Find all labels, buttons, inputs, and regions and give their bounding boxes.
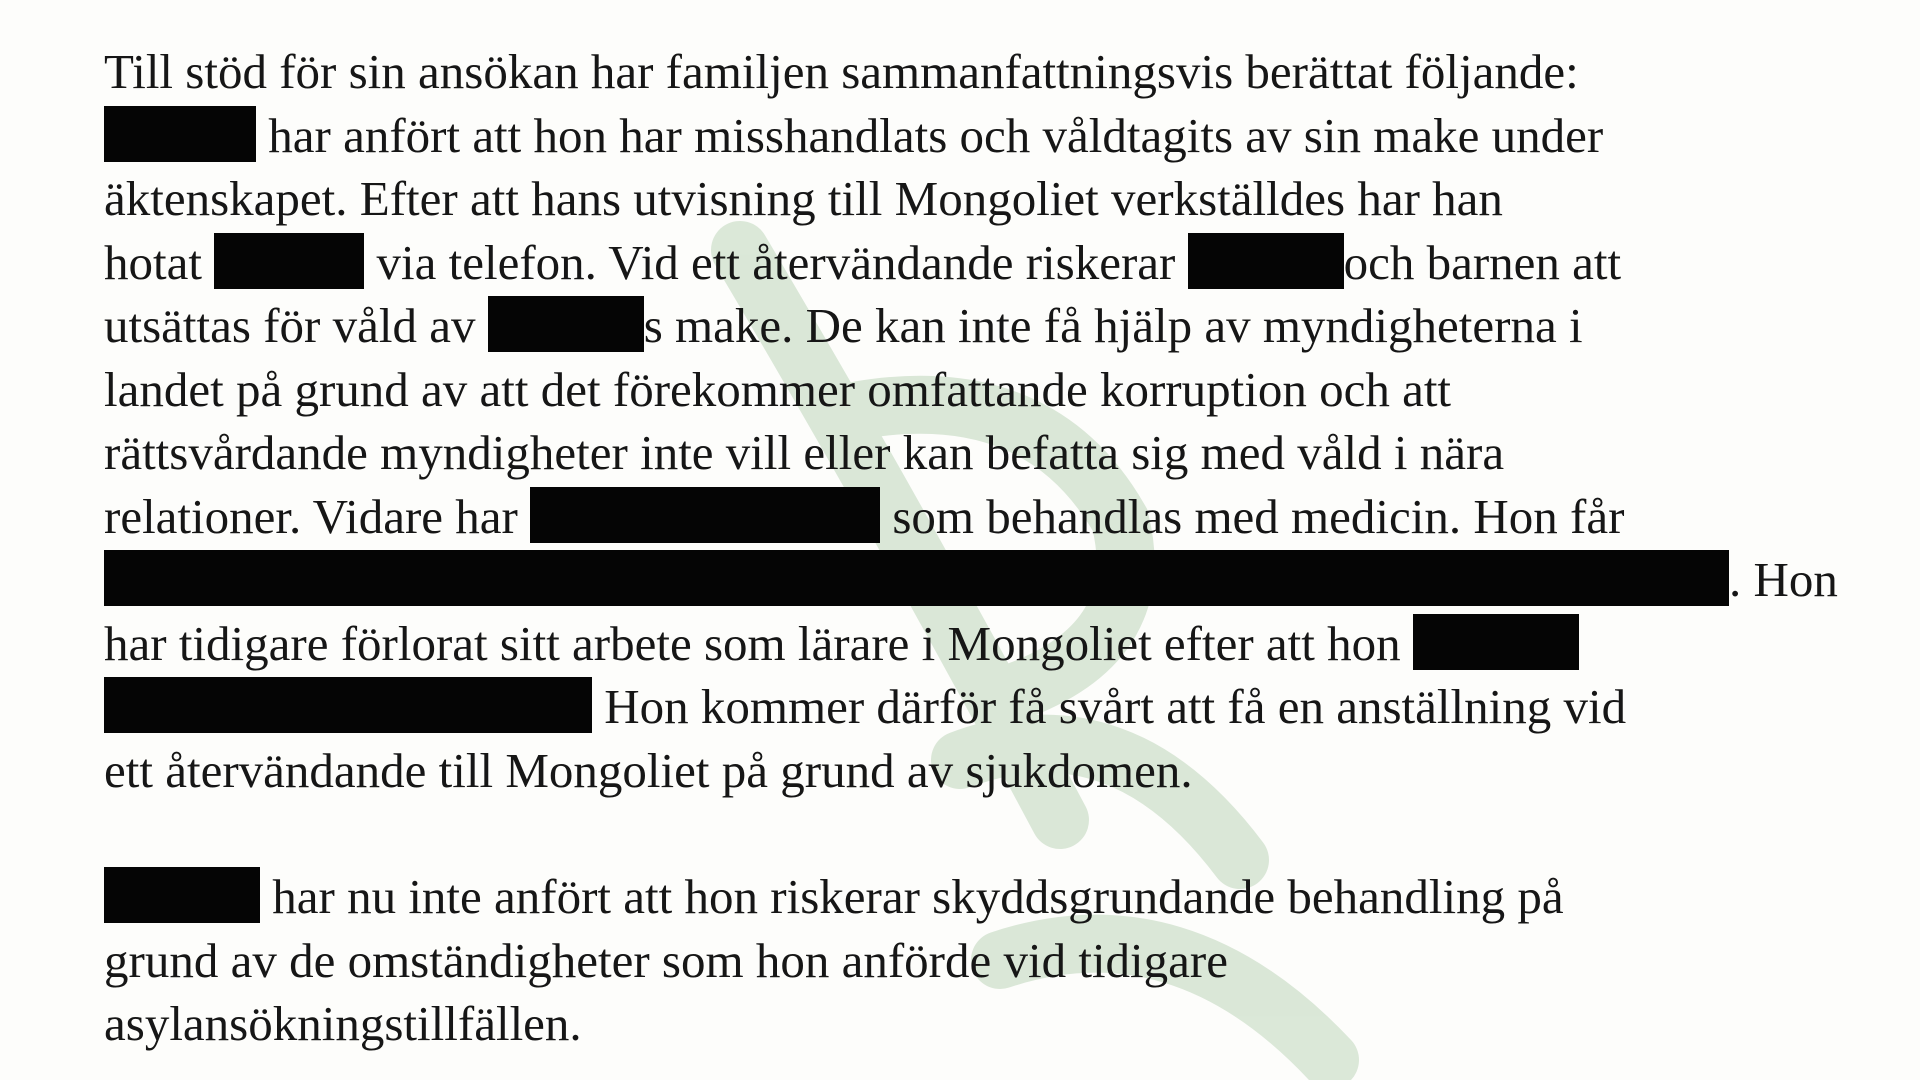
- text-line: [104, 421, 1894, 485]
- text-segment: asylansökningstillfällen.: [104, 996, 582, 1051]
- text-segment: via telefon. Vid ett återvändande riskerar: [364, 234, 1188, 290]
- text-line: [104, 929, 1894, 993]
- text-segment: har anfört att hon har misshandlats och våldtagits av sin make under: [256, 107, 1604, 163]
- text-segment: äktenskapet. Efter att hans utvisning till Mongoliet verkställdes har han: [104, 171, 1503, 226]
- text-segment: . Hon: [1729, 552, 1838, 607]
- text-line: [104, 40, 1894, 104]
- text-segment: grund av de omständigheter som hon anförde vid tidigare: [104, 932, 1228, 988]
- text-segment: hotat: [104, 234, 215, 290]
- redaction-bar: [488, 296, 644, 352]
- document-text: [104, 40, 1894, 1056]
- text-line: [104, 104, 1894, 168]
- text-segment: utsättas för våld av: [104, 298, 488, 353]
- paragraph-gap: [104, 802, 1894, 865]
- text-segment: ett återvändande till Mongoliet på grund av sjukdomen.: [104, 742, 1193, 798]
- redaction-bar: [1188, 233, 1344, 289]
- text-line: [104, 485, 1894, 549]
- text-line: [104, 612, 1894, 676]
- text-line: [104, 231, 1894, 295]
- text-line: [104, 548, 1894, 612]
- text-segment: som behandlas med medicin. Hon får: [880, 488, 1625, 544]
- text-line: [104, 992, 1894, 1056]
- text-segment: har nu inte anfört att hon riskerar skyddsgrundande behandling på: [260, 869, 1564, 924]
- redaction-bar: [104, 677, 592, 733]
- text-line: [104, 865, 1894, 929]
- text-segment: landet på grund av att det förekommer omfattande korruption och att: [104, 361, 1452, 417]
- text-segment: s make. De kan inte få hjälp av myndigheterna i: [643, 298, 1583, 353]
- text-line: [104, 739, 1894, 803]
- text-line: [104, 358, 1894, 422]
- redaction-bar: [104, 106, 256, 162]
- text-segment: rättsvårdande myndigheter inte vill eller kan befatta sig med våld i nära: [104, 425, 1505, 480]
- text-segment: har tidigare förlorat sitt arbete som lärare i Mongoliet efter att hon: [104, 615, 1413, 671]
- text-line: [104, 294, 1894, 358]
- text-line: [104, 167, 1894, 231]
- redaction-bar: [1413, 614, 1579, 670]
- text-segment: Till stöd för sin ansökan har familjen sammanfattningsvis berättat följande:: [104, 44, 1579, 99]
- text-segment: relationer. Vidare har: [104, 488, 531, 544]
- redaction-bar: [214, 233, 364, 289]
- text-segment: och barnen att: [1343, 234, 1622, 290]
- redaction-bar: [104, 867, 260, 923]
- text-line: [104, 675, 1894, 739]
- text-segment: Hon kommer därför få svårt att få en anställning vid: [592, 679, 1627, 734]
- redaction-bar: [530, 487, 880, 543]
- redaction-bar: [104, 550, 1729, 606]
